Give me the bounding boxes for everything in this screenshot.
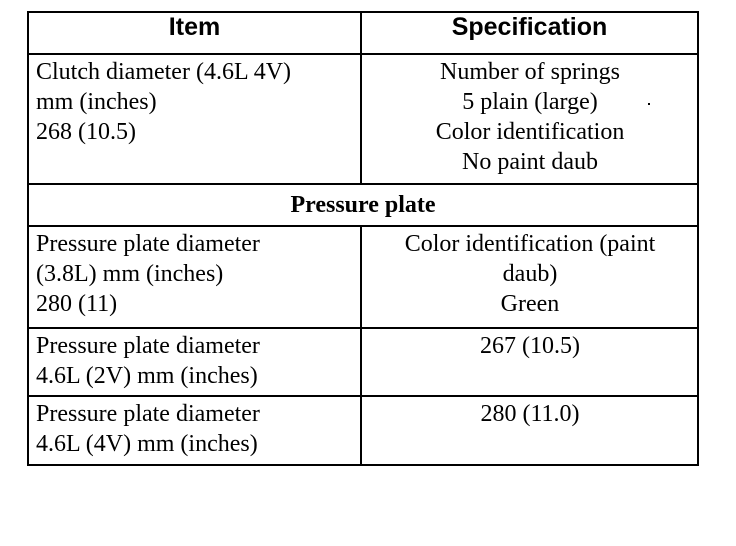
header-specification: Specification: [361, 12, 698, 54]
table-row: [28, 54, 698, 184]
table-row: [28, 328, 698, 396]
spec-cell: [361, 54, 698, 184]
item-text: Pressure plate diameter (3.8L) mm (inches) 280 (11): [36, 231, 260, 317]
item-cell: [28, 328, 361, 396]
header-item: Item: [28, 12, 361, 54]
section-title: Pressure plate: [28, 184, 698, 226]
spec-text: 280 (11.0): [480, 401, 580, 427]
item-text: Pressure plate diameter 4.6L (4V) mm (inches): [36, 401, 260, 457]
spec-text: Number of springs 5 plain (large) Color identification No paint daub: [435, 59, 625, 175]
specification-table: [27, 11, 699, 466]
item-text: Pressure plate diameter 4.6L (2V) mm (inches): [36, 333, 260, 389]
spec-cell: [361, 328, 698, 396]
item-text: Clutch diameter (4.6L 4V) mm (inches) 268 (10.5): [36, 59, 292, 145]
spec-text: Color identification (paint daub) Green: [404, 231, 656, 317]
header-row: [28, 12, 698, 54]
table-row: [28, 396, 698, 465]
item-cell: [28, 396, 361, 465]
scan-speck: [648, 103, 650, 105]
item-cell: [28, 226, 361, 328]
spec-cell: [361, 226, 698, 328]
item-cell: [28, 54, 361, 184]
table-row: [28, 226, 698, 328]
spec-cell: [361, 396, 698, 465]
section-row: [28, 184, 698, 226]
spec-text: 267 (10.5): [480, 333, 580, 359]
